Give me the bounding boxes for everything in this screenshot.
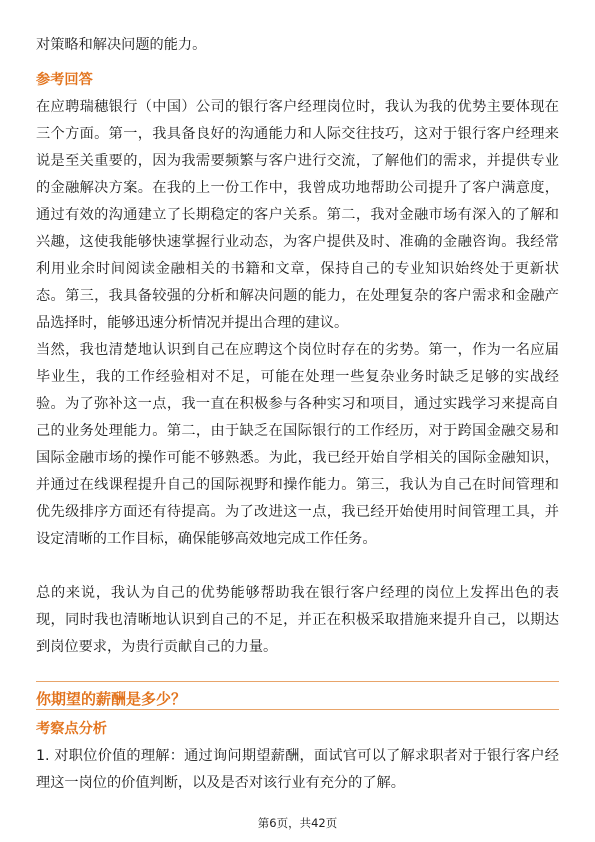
answer-paragraph-1: 在应聘瑞穗银行（中国）公司的银行客户经理岗位时，我认为我的优势主要体现在三个方面。第一，我具备良好的沟通能力和人际交往技巧，这对于银行客户经理来说是至关重要的，因为我需要频繁与客户进行交流，了解他们的需求，并提供专业的金融解决方案。在我的上一份工作中，我曾成功地帮助公司提升了客户满意度，通过有效的沟通建立了长期稳定的客户关系。第二，我对金融市场有深入的了解和兴趣，这使我能够快速掌握行业动态，为客户提供及时、准确的金融咨询。我经常利用业余时间阅读金融相关的书籍和文章，保持自己的专业知识始终处于更新状态。第三，我具备较强的分析和解决问题的能力，在处理复杂的客户需求和金融产品选择时，能够迅速分析情况并提出合理的建议。 xyxy=(36,99,559,331)
answer-heading: 参考回答 xyxy=(36,72,93,88)
intro-tail-text: 对策略和解决问题的能力。 xyxy=(36,37,207,53)
section-divider-top xyxy=(36,681,559,682)
analysis-item-1: 1. 对职位价值的理解：通过询问期望薪酬，面试官可以了解求职者对于银行客户经理这一岗位的价值判断，以及是否对该行业有充分的了解。 xyxy=(36,748,559,791)
section-divider-bottom xyxy=(36,709,559,710)
question-heading: 你期望的薪酬是多少？ xyxy=(36,690,187,708)
analysis-heading: 考察点分析 xyxy=(36,721,107,737)
answer-paragraph-2: 当然，我也清楚地认识到自己在应聘这个岗位时存在的劣势。第一，作为一名应届毕业生，我的工作经验相对不足，可能在处理一些复杂业务时缺乏足够的实战经验。为了弥补这一点，我一直在积极参与各种实习和项目，通过实践学习来提高自己的业务处理能力。第二，由于缺乏在国际银行的工作经历，对于跨国金融交易和国际金融市场的操作可能不够熟悉。为此，我已经开始自学相关的国际金融知识，并通过在线课程提升自己的国际视野和操作能力。第三，我认为自己在时间管理和优先级排序方面还有待提高。为了改进这一点，我已经开始使用时间管理工具，并设定清晰的工作目标，确保能够高效地完成工作任务。 xyxy=(36,342,559,547)
answer-paragraph-3: 总的来说，我认为自己的优势能够帮助我在银行客户经理的岗位上发挥出色的表现，同时我也清晰地认识到自己的不足，并正在积极采取措施来提升自己，以期达到岗位要求，为贵行贡献自己的力量。 xyxy=(36,585,559,655)
page-footer: 第6页，共42页 xyxy=(257,816,338,830)
